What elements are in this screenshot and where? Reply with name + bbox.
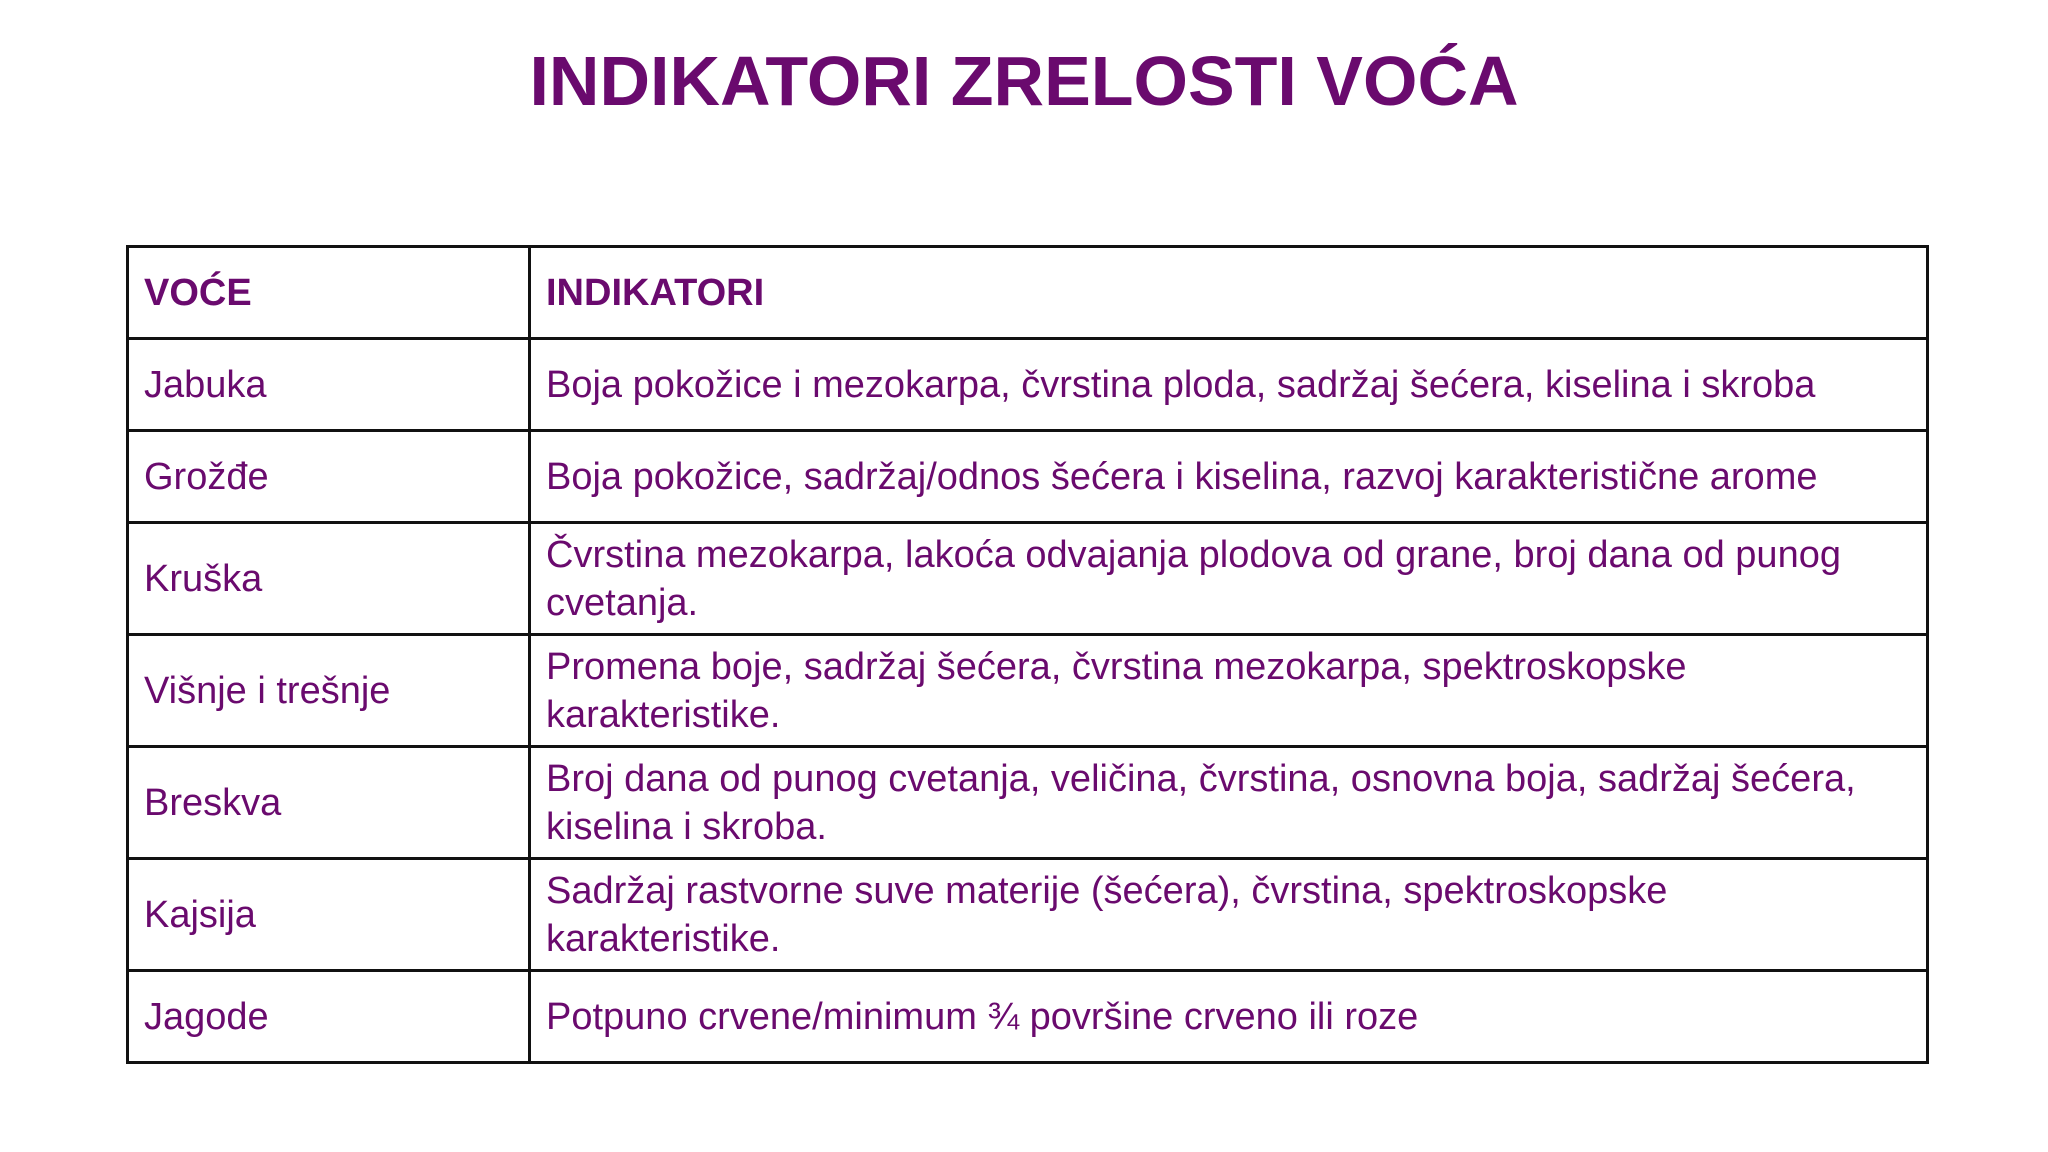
fruit-cell: Kruška xyxy=(128,523,530,635)
table-row xyxy=(128,635,1928,747)
indicators-cell: Sadržaj rastvorne suve materije (šećera), čvrstina, spektroskopske karakteristike. xyxy=(530,859,1928,971)
table-row xyxy=(128,747,1928,859)
table-row xyxy=(128,971,1928,1063)
table-row xyxy=(128,339,1928,431)
indicators-cell: Boja pokožice, sadržaj/odnos šećera i kiselina, razvoj karakteristične arome xyxy=(530,431,1928,523)
fruit-cell: Breskva xyxy=(128,747,530,859)
slide-title: INDIKATORI ZRELOSTI VOĆA xyxy=(529,42,1519,120)
header-indicators: INDIKATORI xyxy=(530,247,1928,339)
table-row xyxy=(128,859,1928,971)
fruit-cell: Višnje i trešnje xyxy=(128,635,530,747)
indicators-cell: Potpuno crvene/minimum ¾ površine crveno ili roze xyxy=(530,971,1928,1063)
table-row xyxy=(128,523,1928,635)
indicators-cell: Čvrstina mezokarpa, lakoća odvajanja plodova od grane, broj dana od punog cvetanja. xyxy=(530,523,1928,635)
fruit-cell: Kajsija xyxy=(128,859,530,971)
indicators-cell: Boja pokožice i mezokarpa, čvrstina ploda, sadržaj šećera, kiselina i skroba xyxy=(530,339,1928,431)
fruit-cell: Jabuka xyxy=(128,339,530,431)
indicators-cell: Broj dana od punog cvetanja, veličina, čvrstina, osnovna boja, sadržaj šećera, kiselina i skroba. xyxy=(530,747,1928,859)
table-header-row xyxy=(128,247,1928,339)
fruit-cell: Jagode xyxy=(128,971,530,1063)
indicators-cell: Promena boje, sadržaj šećera, čvrstina mezokarpa, spektroskopske karakteristike. xyxy=(530,635,1928,747)
fruit-cell: Grožđe xyxy=(128,431,530,523)
table-row xyxy=(128,431,1928,523)
fruit-ripeness-table xyxy=(126,245,1929,1064)
header-fruit: VOĆE xyxy=(128,247,530,339)
